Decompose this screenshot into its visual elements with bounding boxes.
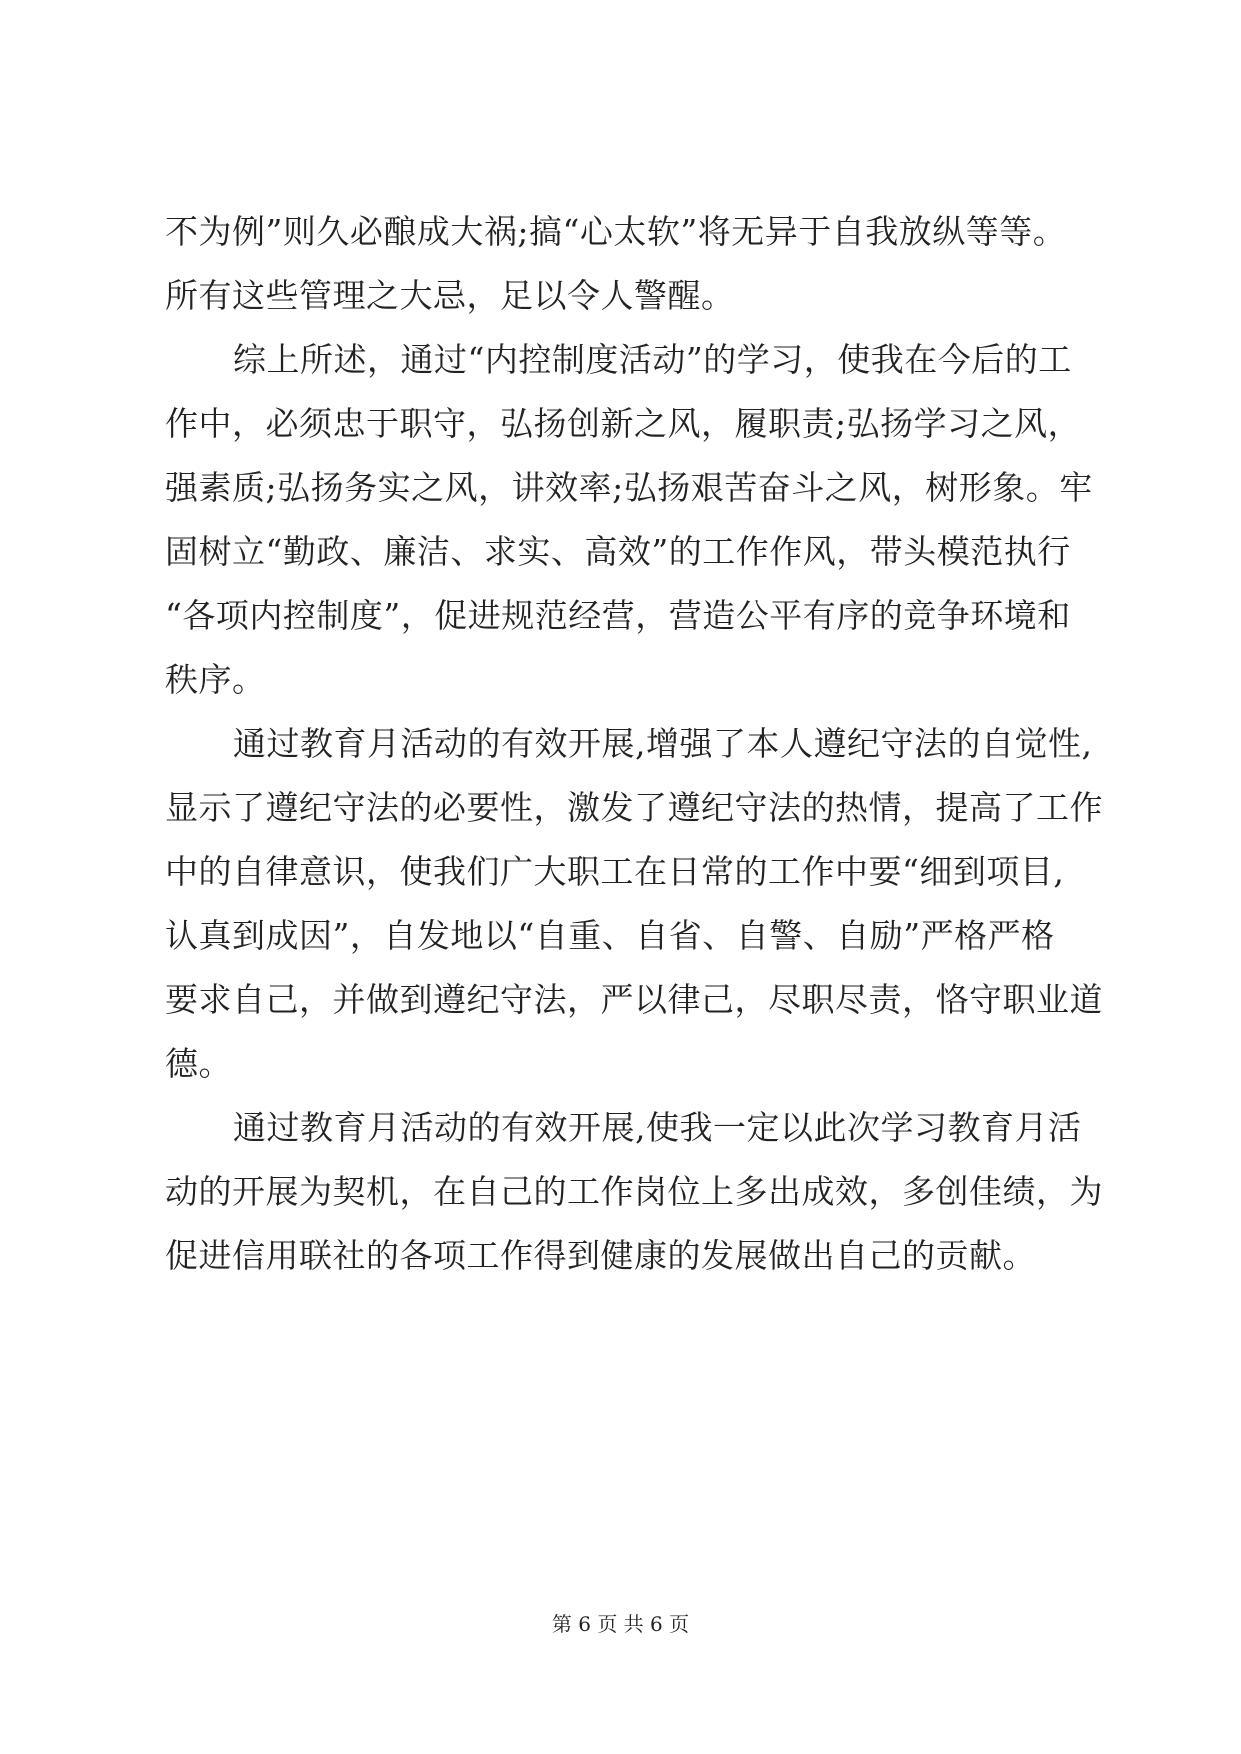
text-line: 强素质;弘扬务实之风，讲效率;弘扬艰苦奋斗之风，树形象。牢 [165, 468, 1093, 507]
text-line: “各项内控制度”，促进规范经营，营造公平有序的竞争环境和 [165, 596, 1071, 635]
paragraph-start-line: 通过教育月活动的有效开展,使我一定以此次学习教育月活 [233, 1108, 1082, 1147]
text-line: 不为例”则久必酿成大祸;搞“心太软”将无异于自我放纵等等。 [165, 212, 1067, 251]
text-line: 认真到成因”，自发地以“自重、自省、自警、自励”严格严格 [165, 916, 1055, 955]
text-line: 中的自律意识，使我们广大职工在日常的工作中要“细到项目, [165, 852, 1065, 891]
text-line: 秩序。 [165, 660, 266, 699]
paragraph-start-line: 综上所述，通过“内控制度活动”的学习，使我在今后的工 [233, 340, 1072, 379]
text-line: 促进信用联社的各项工作得到健康的发展做出自己的贡献。 [165, 1236, 1036, 1275]
text-line: 固树立“勤政、廉洁、求实、高效”的工作作风，带头模范执行 [165, 532, 1071, 571]
text-line: 所有这些管理之大忌，足以令人警醒。 [165, 276, 735, 315]
text-line: 动的开展为契机，在自己的工作岗位上多出成效，多创佳绩，为 [165, 1172, 1103, 1211]
paragraph-start-line: 通过教育月活动的有效开展,增强了本人遵纪守法的自觉性, [233, 724, 1093, 763]
text-line: 德。 [165, 1044, 232, 1083]
page-number-footer: 第 6 页 共 6 页 [551, 1612, 690, 1636]
text-line: 显示了遵纪守法的必要性，激发了遵纪守法的热情，提高了工作 [165, 788, 1103, 827]
text-line: 作中，必须忠于职守，弘扬创新之风，履职责;弘扬学习之风， [165, 404, 1082, 443]
text-line: 要求自己，并做到遵纪守法，严以律己，尽职尽责，恪守职业道 [165, 980, 1103, 1019]
document-body [165, 200, 1103, 1288]
